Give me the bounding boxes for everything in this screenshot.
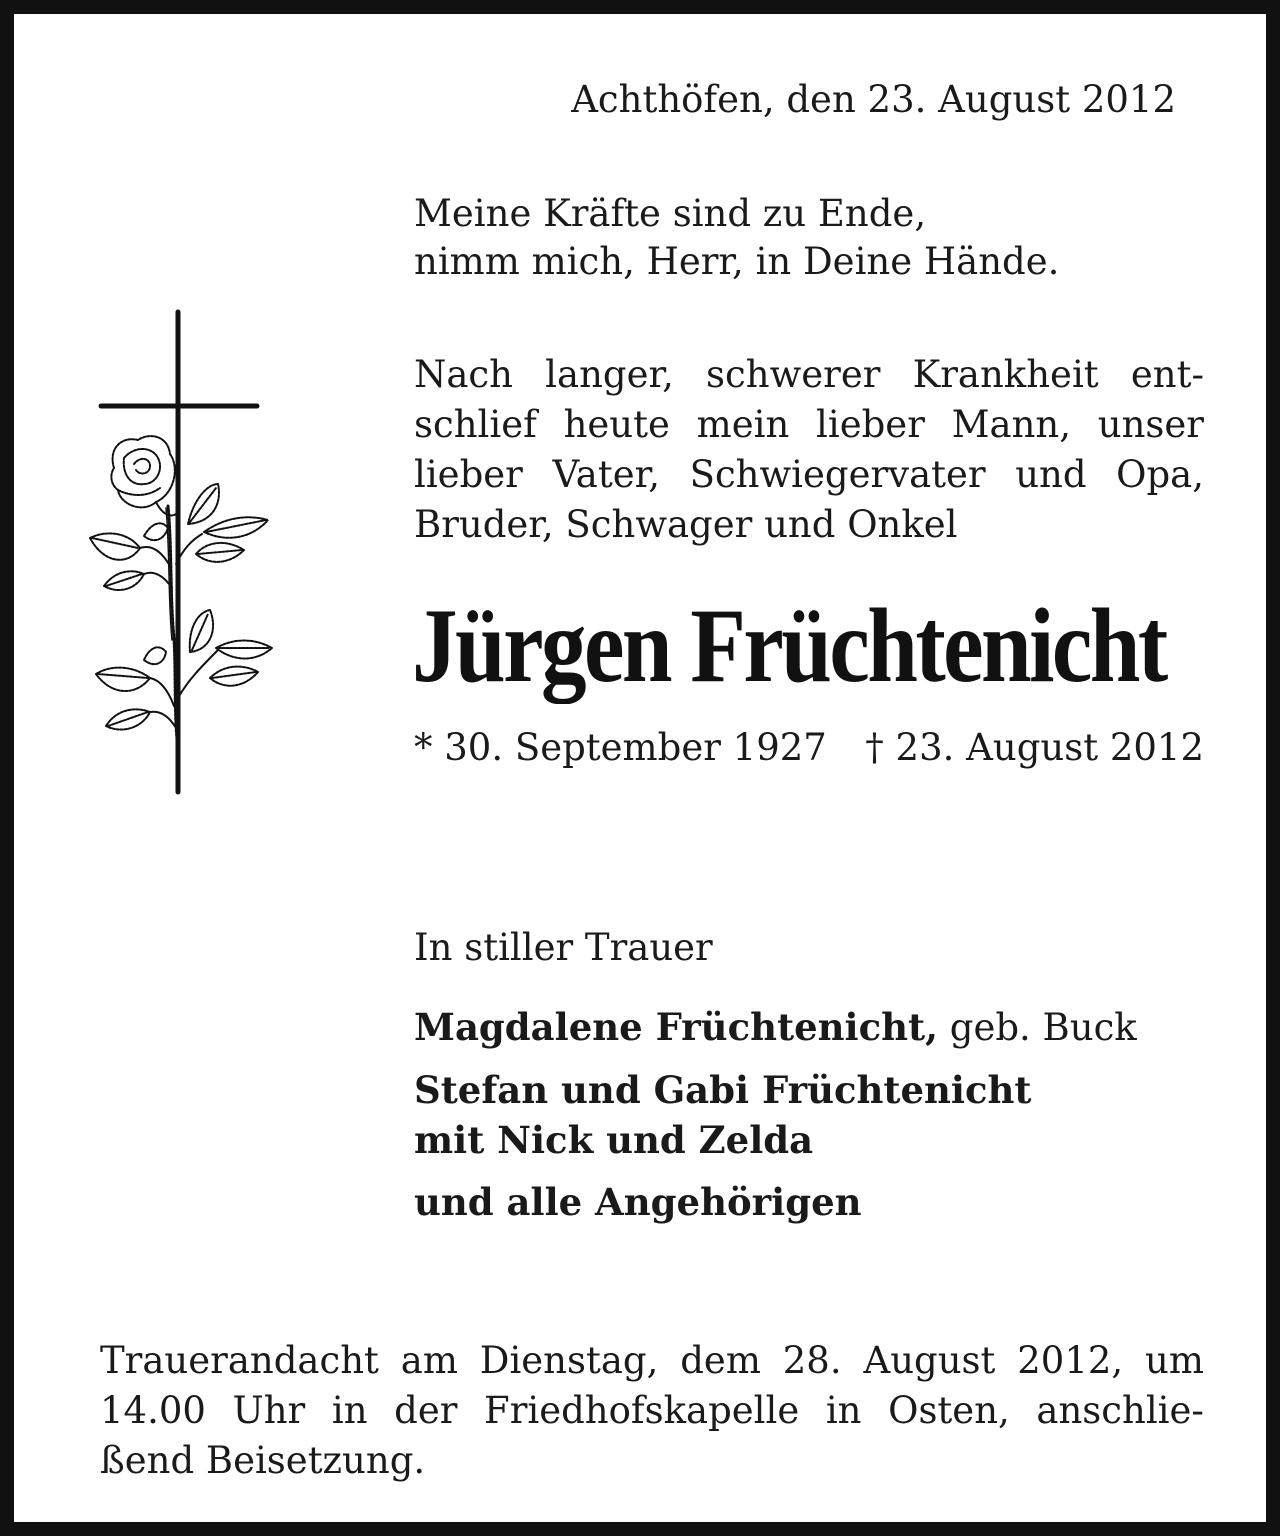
life-dates <box>414 724 1204 772</box>
word: anschlie- <box>1036 1389 1204 1432</box>
announcement-line: Bruder, Schwager und Onkel <box>414 503 958 546</box>
motto-verse <box>414 190 1059 286</box>
word: schwerer <box>706 353 881 396</box>
word: unser <box>1097 403 1204 446</box>
deceased-name: Jürgen Früchtenicht <box>412 587 1166 704</box>
word: August <box>863 1339 996 1382</box>
announcement-line <box>414 350 1204 400</box>
word: Mann, <box>951 403 1072 446</box>
word: Osten, <box>888 1389 1010 1432</box>
announcement-line <box>414 450 1204 500</box>
cross-with-rose-icon <box>84 308 284 798</box>
funeral-line <box>100 1336 1204 1386</box>
announcement-line <box>414 400 1204 450</box>
word: langer, <box>545 353 674 396</box>
mourners-list <box>414 1002 1137 1227</box>
word: dem <box>680 1339 761 1382</box>
word: ent- <box>1130 353 1204 396</box>
word: am <box>400 1339 458 1382</box>
word: 14.00 <box>100 1389 206 1432</box>
mourner-relatives: und alle Angehörigen <box>414 1180 862 1224</box>
word: heute <box>563 403 670 446</box>
word: Friedhofskapelle <box>484 1389 800 1432</box>
word: Trauerandacht <box>100 1339 379 1382</box>
word: in <box>331 1389 368 1432</box>
funeral-line: ßend Beisetzung. <box>100 1439 426 1482</box>
funeral-line <box>100 1386 1204 1436</box>
word: in <box>825 1389 862 1432</box>
place-and-date: Achthöfen, den 23. August 2012 <box>571 78 1176 121</box>
mourner-spouse <box>414 1002 1137 1053</box>
word: Vater, <box>552 453 660 496</box>
announcement-text <box>414 350 1204 550</box>
word: der <box>394 1389 458 1432</box>
word: lieber <box>816 403 925 446</box>
spouse-maiden-name: geb. Buck <box>938 1006 1137 1049</box>
word: Nach <box>414 353 513 396</box>
word: lieber <box>414 453 523 496</box>
mourner-family: Stefan und Gabi Früchtenicht <box>414 1068 1032 1112</box>
funeral-notice <box>100 1336 1204 1486</box>
birth-date: * 30. September 1927 <box>414 726 827 769</box>
word: um <box>1145 1339 1204 1382</box>
word: mein <box>696 403 790 446</box>
mourning-heading: In stiller Trauer <box>414 926 713 969</box>
motto-line: nimm mich, Herr, in Deine Hände. <box>414 240 1060 283</box>
motto-line: Meine Kräfte sind zu Ende, <box>414 192 927 235</box>
word: Schwiegervater <box>689 453 986 496</box>
word: Krankheit <box>912 353 1099 396</box>
word: Opa, <box>1116 453 1204 496</box>
spouse-name: Magdalene Früchtenicht, <box>414 1005 938 1049</box>
word: und <box>1015 453 1087 496</box>
death-date: † 23. August 2012 <box>865 726 1204 769</box>
word: Uhr <box>232 1389 306 1432</box>
word: 2012, <box>1017 1339 1124 1382</box>
word: schlief <box>414 403 537 446</box>
word: 28. <box>782 1339 842 1382</box>
mourner-family: mit Nick und Zelda <box>414 1118 814 1162</box>
word: Dienstag, <box>479 1339 659 1382</box>
